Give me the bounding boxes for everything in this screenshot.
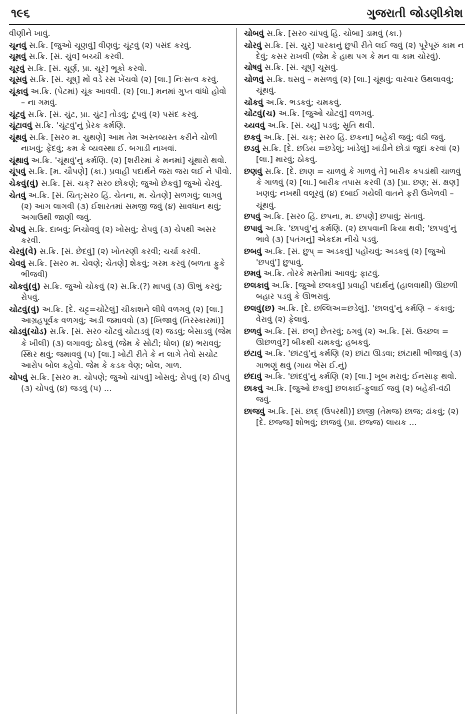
definition: સ.ક્રિ. [દે. છાણ = ચાળવું કે ગાળવું તે] બારીક કપડાંથી ચાળવું કે ગાળવું (૨) [લા.] બારીક તપાસ કરવી (૩) [પ્રા. છણ; સં. ક્ષણ] ખણવું; નખથી વલૂરવું (૪) દબાઈ ગયેલી વાતને ફરી ઉખેળવી – ચૂંથવું. [256,166,461,210]
headword: છળવું [244,326,262,336]
dictionary-entry [9,246,232,257]
definition: અ.ક્રિ. [સં. ચ્યુ] ૫ડવું; સ્રુતિ થવી. [264,120,375,130]
headword: છડવું [244,144,260,154]
definition: અ.ક્રિ. [જુઓ ચોટવું] વળગવું. [275,109,375,119]
headword: ચૂમવું [9,52,27,62]
dictionary-entry [244,40,467,62]
headword: ચૂંટવું [9,109,26,119]
dictionary-entry [244,166,467,211]
headword: ચૂરવું [9,63,25,73]
left-column [9,28,232,714]
dictionary-entry [244,371,467,382]
definition: અ.ક્રિ. તોરકે મસ્તીમાં આવવું; ફાટવું. [260,269,380,279]
dictionary-entry [244,223,467,245]
definition: સ.ક્રિ. [સં. ચુંવ] બચ્ચી કરવી. [26,52,125,62]
definition: સ.ક્રિ. [જુઓ ચૂણવું] વીણવું; ચૂંટવું (૨) પસંદ કરવું. [26,40,192,50]
definition: સ.ક્રિ. ઘસવું – મસળવું (૨) [લા.] ચૂંથવું; વારંવાર ઉથલાવવું; ચૂંથવું. [256,74,454,96]
headword: છંદાવું [244,372,262,382]
definition: અ.ક્રિ. 'છાંટવું'નું કર્મણિ (૨) છાંટા ઊડવા; છાંટાથી ભીજાવું (૩) ગાભણું થવું (ગાય ભેંસ ઈ.નું) [256,349,462,370]
definition: અ.ક્રિ. [દે. છલ્લિઅ=છડેલું]. 'છાલવું'નું કર્મણિ – કંકાવું; વેરાવું (૨) ફેલાવું. [256,303,456,324]
headword: છકવું [244,132,261,142]
dictionary-entry [244,74,467,96]
definition: અ.ક્રિ. (પેટમાં) ચૂંક આવવી. (૨) [લા.] મનમાં ગુપ્ત વાંધો હોવો – ના ગમવું. [21,86,227,108]
headword: છપાવું [244,223,263,233]
dictionary-entry [244,97,467,108]
headword: છાજવું [244,406,265,416]
dictionary-entry [244,348,467,370]
definition: અ.ક્રિ. [સં. ચક્; સર૦ હિં. છકના] બહેકી જવું; વંઠી જવું. [260,132,446,142]
headword: ચૂનવું [9,40,27,50]
headword: ચૂંથવું [9,132,27,142]
headword: છપવું [244,212,261,222]
definition: સ.ક્રિ. [સં. છેદવું] (૨) ખોતરણી કરવી; ચર્ચા કરવી. [36,247,201,257]
headword: ચ્યવવું [244,120,265,130]
dictionary-entry [244,62,467,73]
headword: ચૂંકાવું [9,86,29,96]
headword: છંટાવું [244,349,262,359]
headword: ચેવવું [9,258,26,268]
headword: ચૂંપવું [9,167,26,177]
definition: અ.ક્રિ. 'ચૂંથવું'નું કર્મણિ. (૨) [શરીરમાં કે મનમાં] ચૂંથારો થવો. [28,155,227,165]
definition: વીણીને ખાવું. [9,29,51,38]
definition: સ.ક્રિ. 'ચૂંટવું'નું પ્રેરક કર્મણિ. [32,121,126,131]
definition: સ.ક્રિ. દાબવું; નિચોવવું (૨) ખોસવું; રોપવું (૩) ચેપથી અસર કરવી. [21,224,217,245]
headword: ચોળવું [244,74,264,84]
headword: ચોટવું(વું) [9,304,40,314]
definition: સ.ક્રિ. [સર૦ મ. ચુથણે] આમ તેમ અસ્તવ્યસ્ત કરીને ચોળી નાખવું; ફેંદવું; કમ કે વ્યવસ્થા ઈ. બગાડી નાખવાં. [21,132,218,154]
headword: છમવું [244,269,261,279]
definition: અ.ક્રિ. [સં. છાદ્ (ઉપરથી)] છાજી (તેમજ) છાજ; ઢાંકવું; (૨) [દે. છજ્જ] શોભવું; છાજવું (પ્રા. છજ્જ) લાયક ... [256,406,459,427]
headword: ચેતવું [9,190,26,200]
definition: સ.ક્રિ. [સર૦ મ. ચોપણે; જુઓ ચાંપવું] ખોસવું; રોપવું (૨) ઠીપવું (૩) ચોપવું (૪) જડવું (૫) ... [21,372,230,393]
definition: સ.ક્રિ. [દે. છડિય =છડેલું; ખાંડેલું] ખાંડીને છોડાં જુદાં કરવાં (૨) [લા.] મારવું; ઠોકવું. [256,144,460,165]
column-divider [236,28,237,714]
dictionary-entry [9,86,232,108]
headword: ચેરવું(વે) [9,247,37,257]
definition: અ.ક્રિ. 'છાપવું'નું કર્મણિ. (૨) છાપવાની ક્રિયા થવી; 'છાપવું'નું ભાવે (૩) [પતંગનું] એકદમ નીચે પડવું. [256,223,457,244]
dictionary-entry [244,406,467,428]
headword: છાકવું [244,383,263,393]
headword: છલવું(છ) [244,303,275,313]
headword: છબવું [244,246,262,256]
headword: ચોંકવું [244,97,264,107]
dictionary-entry [9,178,232,189]
dictionary-entry [244,246,467,268]
dictionary-entry [244,326,467,348]
headword: ચોબવું [244,29,264,38]
headword: ચોકવું(વું) [9,281,41,291]
dictionary-entry [244,120,467,131]
dictionary-entry [9,326,232,371]
dictionary-entry [244,303,467,325]
page-header [9,4,465,25]
dictionary-entry [9,372,232,394]
definition: અ.ક્રિ. [સર૦ હિં. છપના, મ. છપણે] છપાવું; સંતાવું. [260,212,426,222]
headword: ચોરવું [244,40,262,50]
headword: ચોડવું(ચોડ) [9,327,48,337]
running-title: ગુજરાતી જોડણીકોશ [366,6,463,20]
dictionary-entry [244,280,467,302]
definition: સ.ક્રિ. [સં. ચુર્] પારકાનું છુપી રીતે લઈ જવું (૨) પૂરેપૂરું કામ ન દેવું; કસર રાખવી (જેમ કે હાથ પગ કે મન વા કામ ચોરવું). [256,40,464,61]
definition: સ.ક્રિ. [સર૦ મ. ચેવણે; ચેતણે] શેકવું; ગરમ કરવું (બળતા ફુકે ભીજવી) [21,258,225,280]
dictionary-entry [9,28,232,39]
dictionary-entry [244,143,467,165]
definition: અ.ક્રિ. [દે. ચટ્ટ=ચોંટેલું] ચીકાશને લીધે વળગવું (૨) [લા.] આગ્રહપૂર્વક વળગવું; અડી જમાવવો (૩) [ખિજાવું (તિરસ્કારમાં)] [21,304,224,325]
headword: ચૂસવું [9,75,27,85]
headword: ચોપવું [9,372,28,382]
dictionary-entry [9,109,232,120]
definition: અ.ક્રિ. [સં. છલ્] છેતરવું; ઠગવું (૨) અ.ક્રિ. [સં. ઉચ્છલ = ઊછળવું?] બીકથી ચમકવું; હબકવું. [256,326,449,347]
dictionary-entry [9,63,232,74]
headword: ચેકવું(વું) [9,178,39,188]
dictionary-entry [9,120,232,131]
dictionary-entry [244,28,467,39]
definition: અ.ક્રિ. 'છાંદવું'નું કર્મણિ (૨) [લા.] ખૂબ મરાવું; ઈનસાફ થવો. [261,372,457,382]
definition: અ.ક્રિ. [જુઓ છકવું] છલકાઈ-ફુલાઈ જવું (૨) બહેકી-વંઠી જવું. [256,383,451,404]
dictionary-entry [244,268,467,279]
definition: સ.ક્રિ. [સં. ચક્? સર૦ છોકણે; જુઓ છેકવું] જુઓ ચેરવું. [38,178,223,188]
dictionary-entry [9,166,232,177]
dictionary-entry [244,108,467,119]
dictionary-entry [9,224,232,246]
definition: અ.ક્રિ. [સં. છુપ્ = અડકવું] પહોંચવું; અડકવું (૨) [જુઓ 'છપવું'] છુપાવું. [256,246,446,267]
dictionary-entry [9,51,232,62]
headword: છણવું [244,166,263,176]
dictionary-entry [9,190,232,224]
definition: સ.ક્રિ. [સર૦ ચાંપવું હિં. ચોબા] ડામવું (કા.) [263,29,402,38]
definition: સ.ક્રિ. [સં. ચૂષ્] ચૂસવું. [261,63,339,73]
dictionary-entry [9,281,232,303]
headword: છલકાવું [244,280,269,290]
definition: અ.ક્રિ. [સં. ચિત્;સર૦ હિં. ચેતના, મ. ચેતણે] સળગવું; લાગવું (૨) આગ લાગવી (૩) ઈશારતમાં સમજી જવું (૪) સાવધાન થવું; અગાઉથી જાણી જવું. [21,190,222,222]
dictionary-entry [9,155,232,166]
headword: ચૂંથાવું [9,155,29,165]
definition: અ.ક્રિ. ભડકવું; ચમકવું. [263,97,342,107]
headword: ચોષવું [244,63,262,73]
dictionary-entry [9,74,232,85]
dictionary-entry [9,40,232,51]
definition: સ.ક્રિ. [સં. ચૂર્ણ, પ્રા. ચૂર] ભૂકો કરવો. [24,63,147,73]
headword: ચોંટવું(ચ) [244,109,276,119]
headword: ચેપવું [9,224,26,234]
headword: ચૂંટાવવું [9,121,33,131]
dictionary-entry [244,132,467,143]
dictionary-entry [244,211,467,222]
definition: સ.ક્રિ. જુઓ ચોકવું (૨) સ.ક્રિ.(?) માપવું (૩) ઊભું કરવું; રોપવું. [21,281,223,302]
dictionary-entry [244,383,467,405]
definition: અ.ક્રિ. [જુઓ છલકવું] પ્રવાહી પદાર્થનું (હાલવાથી) ઊછળી બહાર પડવું કે ઊભરાવું. [256,280,458,302]
right-column [244,28,467,714]
dictionary-entry [9,304,232,326]
definition: સ.ક્રિ. [સં. સર૦ ચોંટવું ચોટાડવું (૨) જડવું; બેસાડવું (જેમ કે ખીલી) (૩) લગાવવું; ઠોકવું (જેમ કે સોટી; ધોલ) (૪) ભરાવવું; સ્થિર થવું; જમાવવું (૫) [લા.] ખોટી રીતે કે ન લાગે તેવો સચોટ આરોપ બોલ કહેવો. જેમ કે કડક વેણ; બોલ, ગાળ. [21,327,232,370]
definition: સ.ક્રિ. [મ. ચૌપણે] (કા.) પ્રવાહી પદાર્થને જરા જરા લઈ ને પીવો. [25,167,232,177]
page-number: ૧૯૬ [11,6,30,20]
definition: સ.ક્રિ. [સં. ચૂષ્] મોં વડે રસ ખેંચવો (૨) [લા.] નિઃસત્વ કરવું. [26,75,219,85]
definition: સ.ક્રિ. [સં. ચુંટ, પ્રા. ચુંટ] તોડવું; ટૂંપવું (૨) પસંદ કરવું. [25,109,199,119]
dictionary-entry [9,258,232,280]
dictionary-entry [9,132,232,154]
